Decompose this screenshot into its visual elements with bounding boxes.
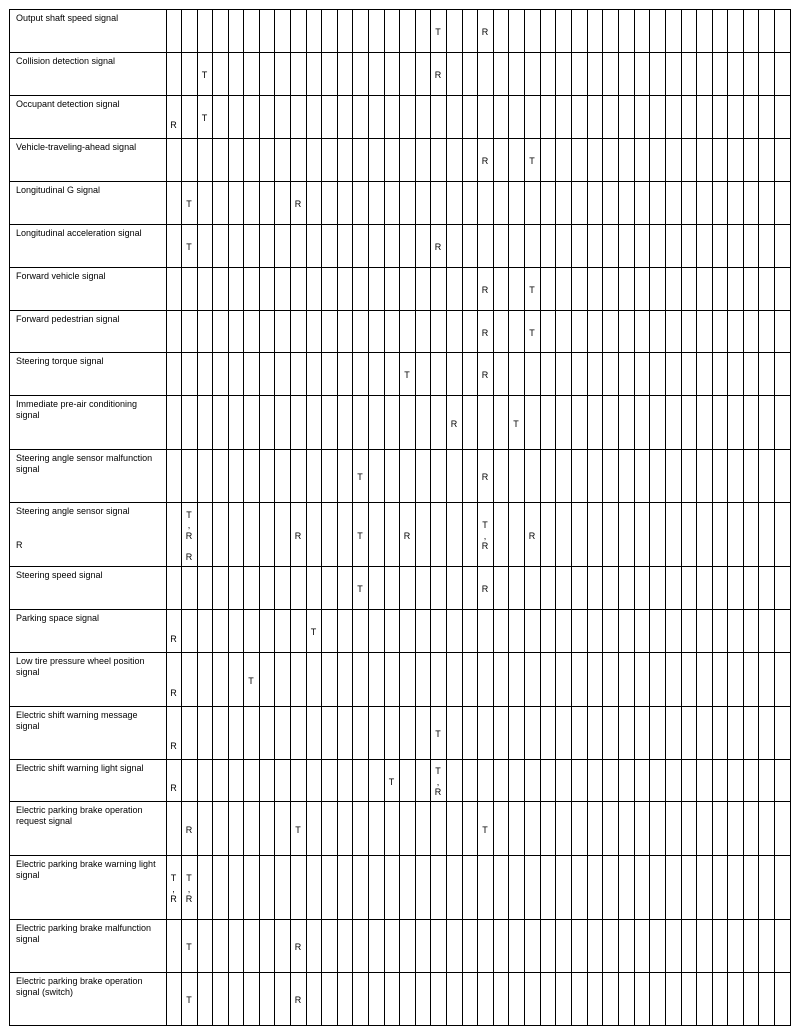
column-rule xyxy=(649,9,650,1026)
column-rule xyxy=(384,9,385,1026)
cell-mark: R xyxy=(170,741,177,751)
row-label: Electric shift warning message signal xyxy=(16,710,138,731)
column-rule xyxy=(462,9,463,1026)
row-rule xyxy=(9,801,791,802)
column-rule xyxy=(790,9,791,1026)
cell-mark: R xyxy=(170,783,177,793)
row-rule xyxy=(9,267,791,268)
column-rule xyxy=(290,9,291,1026)
row-rule xyxy=(9,310,791,311)
cell-mark: T xyxy=(186,199,192,210)
row-rule xyxy=(9,95,791,96)
cell-mark: R xyxy=(170,688,177,698)
column-rule xyxy=(352,9,353,1026)
row-label: Steering angle sensor malfunction signal xyxy=(16,453,153,474)
row-rule xyxy=(9,502,791,503)
cell-mark: R xyxy=(481,472,489,483)
cell-mark: T , R xyxy=(170,873,177,905)
cell-mark: R xyxy=(481,327,489,338)
column-rule xyxy=(9,9,10,1026)
row-label: Vehicle-traveling-ahead signal xyxy=(16,142,137,152)
cell-mark: T xyxy=(186,242,192,253)
column-rule xyxy=(618,9,619,1026)
row-label: Parking space signal xyxy=(16,613,100,623)
row-label: Forward vehicle signal xyxy=(16,271,106,281)
cell-mark: R xyxy=(434,70,442,81)
cell-mark: T xyxy=(435,729,441,740)
row-label: Electric parking brake warning light signal xyxy=(16,859,156,880)
cell-mark: R xyxy=(294,199,302,210)
cell-mark: T , R xyxy=(481,520,489,552)
cell-mark: R xyxy=(481,370,489,381)
column-rule xyxy=(540,9,541,1026)
column-rule xyxy=(665,9,666,1026)
cell-mark: T xyxy=(248,675,254,686)
column-rule xyxy=(430,9,431,1026)
column-rule xyxy=(446,9,447,1026)
cell-mark: T xyxy=(513,418,519,429)
column-rule xyxy=(197,9,198,1026)
cell-mark: T xyxy=(357,472,363,483)
cell-mark: T xyxy=(529,327,535,338)
cell-mark: T xyxy=(357,584,363,595)
column-rule xyxy=(274,9,275,1026)
cell-mark: T xyxy=(529,156,535,167)
column-rule xyxy=(587,9,588,1026)
cell-mark: T , R R xyxy=(185,509,193,562)
column-rule xyxy=(243,9,244,1026)
row-rule xyxy=(9,352,791,353)
row-label: Forward pedestrian signal xyxy=(16,314,120,324)
column-rule xyxy=(602,9,603,1026)
cell-mark: T xyxy=(201,113,208,124)
row-label: Output shaft speed signal xyxy=(16,13,119,23)
column-rule xyxy=(399,9,400,1026)
column-rule xyxy=(696,9,697,1026)
cell-mark: T xyxy=(529,285,535,296)
column-rule xyxy=(774,9,775,1026)
row-rule xyxy=(9,52,791,53)
cell-mark: R xyxy=(450,418,458,429)
row-label: Longitudinal acceleration signal xyxy=(16,228,142,238)
row-rule xyxy=(9,855,791,856)
column-rule xyxy=(508,9,509,1026)
row-label: Electric parking brake operation signal (switch) xyxy=(16,976,143,997)
cell-mark: T xyxy=(404,370,410,381)
cell-mark: R xyxy=(481,285,489,296)
cell-mark: T xyxy=(310,627,317,638)
cell-mark: T xyxy=(357,530,363,541)
cell-mark: R xyxy=(481,584,489,595)
cell-mark: R xyxy=(434,242,442,253)
row-rule xyxy=(9,224,791,225)
column-rule xyxy=(212,9,213,1026)
column-rule xyxy=(555,9,556,1026)
row-rule xyxy=(9,566,791,567)
row-rule xyxy=(9,138,791,139)
row-label: Low tire pressure wheel position signal xyxy=(16,656,145,677)
column-rule xyxy=(306,9,307,1026)
row-rule xyxy=(9,395,791,396)
row-rule xyxy=(9,706,791,707)
column-rule xyxy=(681,9,682,1026)
row-rule xyxy=(9,972,791,973)
row-label: Electric parking brake malfunction signal xyxy=(16,923,152,944)
cell-mark: R xyxy=(481,27,489,38)
column-rule xyxy=(727,9,728,1026)
cell-mark: T , R xyxy=(185,873,193,905)
column-rule xyxy=(415,9,416,1026)
row-label: Steering speed signal xyxy=(16,570,103,580)
cell-mark: R xyxy=(170,634,177,644)
row-label: Steering torque signal xyxy=(16,356,104,366)
row-label: Longitudinal G signal xyxy=(16,185,101,195)
column-rule xyxy=(337,9,338,1026)
column-rule xyxy=(712,9,713,1026)
row-label: Occupant detection signal xyxy=(16,99,120,109)
cell-mark: R xyxy=(170,120,177,130)
row-rule xyxy=(9,181,791,182)
cell-mark: R xyxy=(294,995,302,1006)
cell-mark: T , R xyxy=(434,766,442,798)
column-rule xyxy=(321,9,322,1026)
column-rule xyxy=(743,9,744,1026)
row-label: Immediate pre-air conditioning signal xyxy=(16,399,138,420)
column-rule xyxy=(758,9,759,1026)
cell-mark: T xyxy=(186,942,192,953)
cell-mark: T xyxy=(388,776,395,787)
row-label: Electric shift warning light signal xyxy=(16,763,144,773)
row-label: Steering angle sensor signal xyxy=(16,506,130,516)
row-rule xyxy=(9,652,791,653)
cell-mark: T xyxy=(201,70,208,81)
cell-mark: R xyxy=(185,824,193,835)
cell-mark: T xyxy=(186,995,192,1006)
cell-mark: R xyxy=(403,530,411,541)
column-rule xyxy=(634,9,635,1026)
column-rule xyxy=(368,9,369,1026)
cell-mark: T xyxy=(295,824,301,835)
column-rule xyxy=(228,9,229,1026)
cell-mark: R xyxy=(294,942,302,953)
row-rule xyxy=(9,449,791,450)
cell-mark: T xyxy=(435,27,441,38)
cell-mark: T xyxy=(482,824,488,835)
column-rule xyxy=(571,9,572,1026)
row-label: Electric parking brake operation request signal xyxy=(16,805,143,826)
cell-mark: R xyxy=(481,156,489,167)
row-rule xyxy=(9,1025,791,1026)
column-rule xyxy=(259,9,260,1026)
row-rule xyxy=(9,759,791,760)
row-rule xyxy=(9,919,791,920)
row-label: Collision detection signal xyxy=(16,56,116,66)
row-rule xyxy=(9,609,791,610)
row-rule xyxy=(9,9,791,10)
row-note: R xyxy=(16,540,23,550)
cell-mark: R xyxy=(294,530,302,541)
cell-mark: R xyxy=(528,530,536,541)
column-rule xyxy=(493,9,494,1026)
